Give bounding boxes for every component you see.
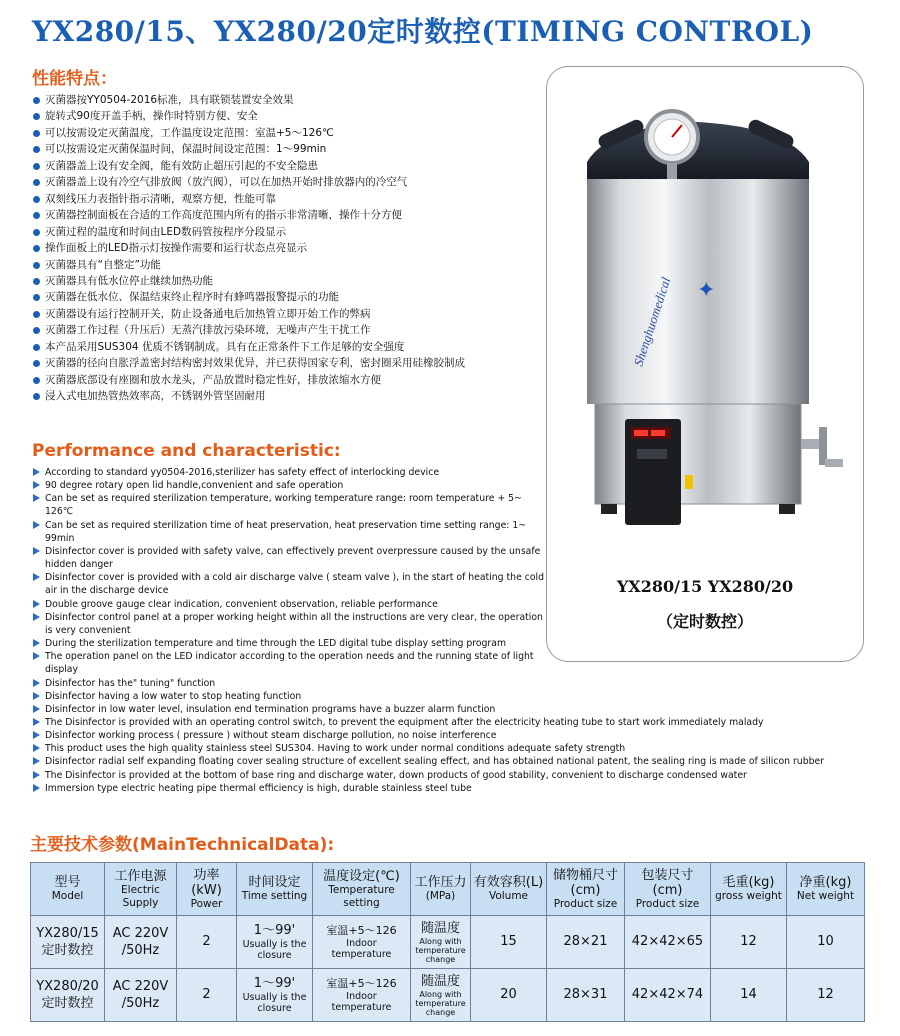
feature-en-item: 90 degree rotary open lid handle,convenient and safe operation <box>32 479 545 492</box>
feature-en-item: Disinfector radial self expanding floating cover sealing structure of excellent sealing effect, and has obtained national patent, the sealing ring is made of silicon rubber <box>32 755 875 768</box>
feature-cn-item: 灭菌器盖上设有安全阀，能有效防止超压引起的不安全隐患 <box>32 158 552 174</box>
cell-model: YX280/15 定时数控 <box>31 916 105 969</box>
feature-en-item: Can be set as required sterilization time of heat preservation, heat preservation time setting range: 1~ 99min <box>32 519 545 545</box>
header-gross-weight: 毛重(kg) gross weight <box>711 863 787 916</box>
feature-en-item: Double groove gauge clear indication, convenient observation, reliable performance <box>32 598 545 611</box>
bullet-icon <box>33 360 40 367</box>
cell-time: 1～99' Usually is the closure <box>237 916 313 969</box>
header-model: 型号 Model <box>31 863 105 916</box>
table-row <box>31 916 865 969</box>
feature-cn-item: 可以按需设定灭菌温度，工作温度设定范围：室温+5～126℃ <box>32 125 552 141</box>
cell-pressure: 随温度 Along with temperature change <box>411 969 471 1022</box>
feature-cn-item: 灭菌器的径向自胀浮盖密封结构密封效果优异，并已获得国家专利，密封圈采用硅橡胶制成 <box>32 355 552 371</box>
header-package-size: 包装尺寸(cm) Product size <box>625 863 711 916</box>
bullet-icon <box>33 146 40 153</box>
cell-gross-weight: 14 <box>711 969 787 1022</box>
triangle-bullet-icon <box>33 731 40 739</box>
triangle-bullet-icon <box>33 744 40 752</box>
feature-cn-item: 灭菌过程的温度和时间由LED数码管按程序分段显示 <box>32 224 552 240</box>
features-cn-list <box>32 92 552 405</box>
feature-cn-item: 灭菌器按YY0504-2016标准，具有联锁装置安全效果 <box>32 92 552 108</box>
feature-cn-item: 灭菌器具有“自整定”功能 <box>32 257 552 273</box>
feature-cn-item: 灭菌器工作过程（升压后）无蒸汽排放污染环境，无噪声产生干扰工作 <box>32 322 552 338</box>
cell-pressure: 随温度 Along with temperature change <box>411 916 471 969</box>
product-subtitle: （定时数控） <box>656 612 753 631</box>
cell-temperature: 室温+5～126 Indoor temperature <box>313 969 411 1022</box>
triangle-bullet-icon <box>33 705 40 713</box>
cell-package-size: 42×42×65 <box>625 916 711 969</box>
table-row <box>31 969 865 1022</box>
bullet-icon <box>33 179 40 186</box>
header-power: 功率(kW) Power <box>177 863 237 916</box>
cell-model: YX280/20 定时数控 <box>31 969 105 1022</box>
cell-gross-weight: 12 <box>711 916 787 969</box>
triangle-bullet-icon <box>33 718 40 726</box>
feature-en-item: Disinfector working process ( pressure ) without steam discharge pollution, no noise interference <box>32 729 875 742</box>
header-net-weight: 净重(kg) Net weight <box>787 863 865 916</box>
feature-cn-item: 灭菌器控制面板在合适的工作高度范围内所有的指示非常清晰，操作十分方便 <box>32 207 552 223</box>
bullet-icon <box>33 212 40 219</box>
feature-en-item: The Disinfector is provided at the bottom of base ring and discharge water, down products of good stability, convenient to discharge condensed water <box>32 769 875 782</box>
feature-en-item: Disinfector in low water level, insulation end termination programs have a buzzer alarm function <box>32 703 875 716</box>
cell-net-weight: 10 <box>787 916 865 969</box>
feature-en-item: The Disinfector is provided with an operating control switch, to prevent the equipment after the electricity heating tube to start work immediately malady <box>32 716 875 729</box>
feature-cn-item: 可以按需设定灭菌保温时间，保温时间设定范围：1～99min <box>32 141 552 157</box>
cell-net-weight: 12 <box>787 969 865 1022</box>
feature-cn-item: 灭菌器设有运行控制开关，防止设备通电后加热管立即开始工作的弊病 <box>32 306 552 322</box>
feature-cn-item: 灭菌器盖上设有冷空气排放阀（放汽阀），可以在加热开始时排放器内的冷空气 <box>32 174 552 190</box>
feature-en-item: Disinfector cover is provided with safety valve, can effectively prevent overpressure caused by the unsafe hidden danger <box>32 545 545 571</box>
cell-barrel-size: 28×31 <box>547 969 625 1022</box>
bullet-icon <box>33 377 40 384</box>
header-barrel-size: 储物桶尺寸(cm) Product size <box>547 863 625 916</box>
triangle-bullet-icon <box>33 613 40 621</box>
features-en-list <box>32 466 875 795</box>
triangle-bullet-icon <box>33 468 40 476</box>
cell-supply: AC 220V /50Hz <box>105 916 177 969</box>
triangle-bullet-icon <box>33 547 40 555</box>
technical-data-table <box>30 862 865 1022</box>
cell-package-size: 42×42×74 <box>625 969 711 1022</box>
cell-temperature: 室温+5～126 Indoor temperature <box>313 916 411 969</box>
bullet-icon <box>33 393 40 400</box>
drain-tap-icon <box>801 427 843 467</box>
feature-en-item: Disinfector having a low water to stop heating function <box>32 690 545 703</box>
feature-en-item: According to standard yy0504-2016,sterilizer has safety effect of interlocking device <box>32 466 545 479</box>
bullet-icon <box>33 344 40 351</box>
feature-cn-item: 浸入式电加热管热效率高，不锈钢外管坚固耐用 <box>32 388 552 404</box>
page-title: YX280/15、YX280/20定时数控(TIMING CONTROL) <box>32 15 814 48</box>
feature-en-item: During the sterilization temperature and time through the LED digital tube display setting program <box>32 637 545 650</box>
triangle-bullet-icon <box>33 679 40 687</box>
triangle-bullet-icon <box>33 600 40 608</box>
section-title-cn: 性能特点： <box>32 69 117 89</box>
section-title-en: Performance and characteristic: <box>32 441 341 461</box>
triangle-bullet-icon <box>33 521 40 529</box>
cell-volume: 20 <box>471 969 547 1022</box>
feature-en-item: This product uses the high quality stainless steel SUS304. Having to work under normal conditions adequate safety strength <box>32 742 875 755</box>
bullet-icon <box>33 196 40 203</box>
cell-power: 2 <box>177 916 237 969</box>
bullet-icon <box>33 229 40 236</box>
header-time: 时间设定 Time setting <box>237 863 313 916</box>
section-title-data: 主要技术参数(MainTechnicalData): <box>30 835 335 855</box>
cell-supply: AC 220V /50Hz <box>105 969 177 1022</box>
triangle-bullet-icon <box>33 573 40 581</box>
feature-en-item: Immersion type electric heating pipe thermal efficiency is high, durable stainless steel tube <box>32 782 875 795</box>
bullet-icon <box>33 245 40 252</box>
triangle-bullet-icon <box>33 494 40 502</box>
bullet-icon <box>33 163 40 170</box>
feature-cn-item: 本产品采用SUS304 优质不锈钢制成。具有在正常条件下工作足够的安全强度 <box>32 339 552 355</box>
brand-decal: Shenghuomedical <box>630 275 674 368</box>
feature-cn-item: 灭菌器在低水位、保温结束终止程序时有蜂鸣器报警提示的功能 <box>32 289 552 305</box>
feature-cn-item: 双刻线压力表指针指示清晰，观察方便，性能可靠 <box>32 191 552 207</box>
bullet-icon <box>33 113 40 120</box>
bullet-icon <box>33 97 40 104</box>
cell-barrel-size: 28×21 <box>547 916 625 969</box>
triangle-bullet-icon <box>33 771 40 779</box>
triangle-bullet-icon <box>33 639 40 647</box>
cell-power: 2 <box>177 969 237 1022</box>
header-supply: 工作电源 Electric Supply <box>105 863 177 916</box>
brand-logo-mark: ✦ <box>697 278 716 303</box>
feature-cn-item: 灭菌器底部设有座圈和放水龙头，产品放置时稳定性好，排放浓缩水方便 <box>32 372 552 388</box>
cell-volume: 15 <box>471 916 547 969</box>
feature-en-item: Can be set as required sterilization temperature, working temperature range: room temperature + 5~ 126℃ <box>32 492 545 518</box>
triangle-bullet-icon <box>33 784 40 792</box>
feature-en-item: The operation panel on the LED indicator according to the operation needs and the running state of light display <box>32 650 545 676</box>
feature-cn-item: 旋转式90度开盖手柄，操作时特别方便、安全 <box>32 108 552 124</box>
bullet-icon <box>33 311 40 318</box>
cell-time: 1～99' Usually is the closure <box>237 969 313 1022</box>
feature-cn-item: 灭菌器具有低水位停止继续加热功能 <box>32 273 552 289</box>
feature-cn-item: 操作面板上的LED指示灯按操作需要和运行状态点亮显示 <box>32 240 552 256</box>
bullet-icon <box>33 278 40 285</box>
triangle-bullet-icon <box>33 652 40 660</box>
bullet-icon <box>33 327 40 334</box>
header-volume: 有效容积(L) Volume <box>471 863 547 916</box>
table-header-row <box>31 863 865 916</box>
feature-en-item: Disinfector has the" tuning" function <box>32 677 545 690</box>
product-models-label: YX280/15 YX280/20 <box>616 577 794 596</box>
triangle-bullet-icon <box>33 481 40 489</box>
header-temperature: 温度设定(℃) Temperature setting <box>313 863 411 916</box>
triangle-bullet-icon <box>33 692 40 700</box>
bullet-icon <box>33 294 40 301</box>
bullet-icon <box>33 262 40 269</box>
header-pressure: 工作压力 (MPa) <box>411 863 471 916</box>
feature-en-item: Disinfector control panel at a proper working height within all the instructions are very clear, the operation is very convenient <box>32 611 545 637</box>
bullet-icon <box>33 130 40 137</box>
triangle-bullet-icon <box>33 757 40 765</box>
feature-en-item: Disinfector cover is provided with a cold air discharge valve ( steam valve ), in the start of heating the cold air in the discharge device <box>32 571 545 597</box>
